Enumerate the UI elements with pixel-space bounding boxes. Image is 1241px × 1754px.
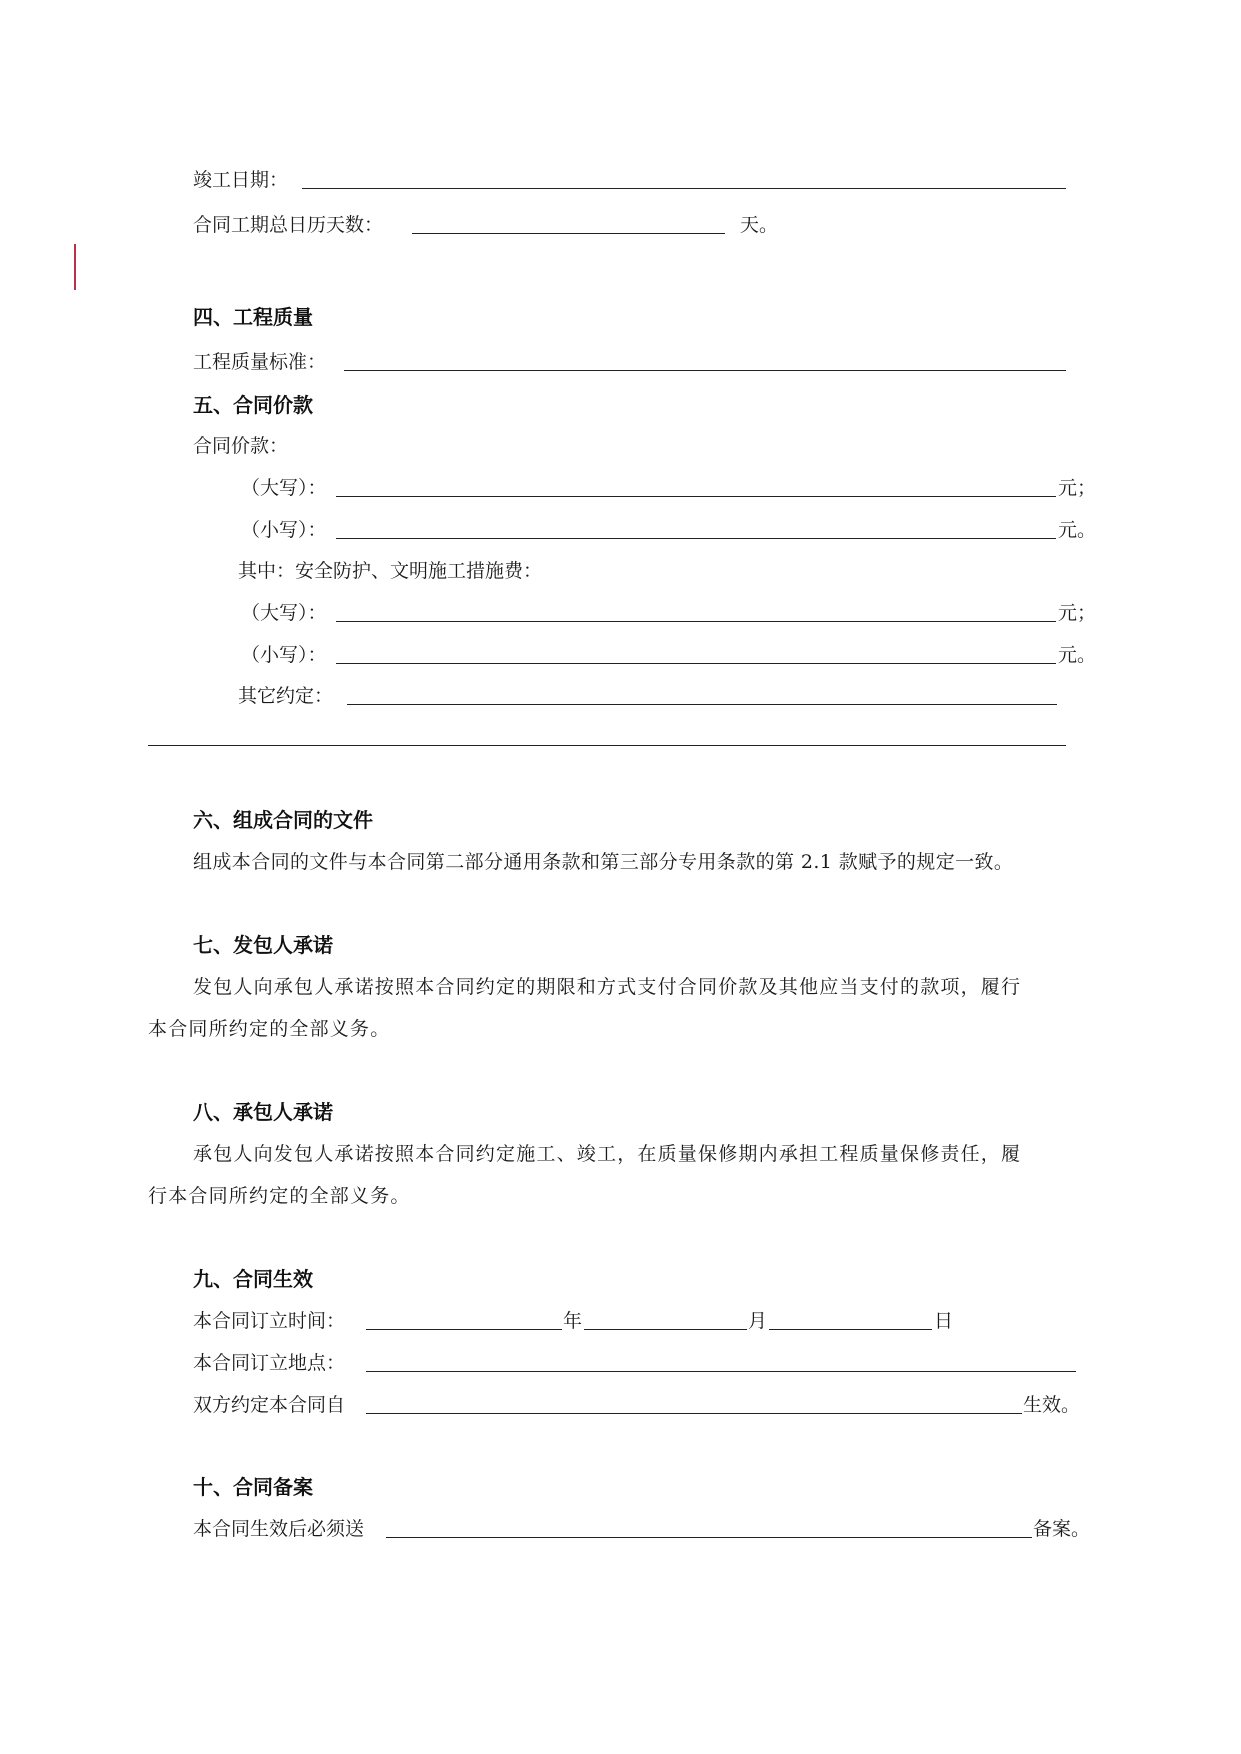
other-terms-label: 其它约定： [238, 685, 334, 707]
safety-upper-label: （大写）： [241, 602, 327, 624]
section-heading-price: 五、合同价款 [193, 393, 313, 417]
duration-label: 合同工期总日历天数： [193, 214, 384, 236]
section-heading-effect: 九、合同生效 [193, 1267, 313, 1291]
employer-text-line2: 本合同所约定的全部义务。 [148, 1018, 391, 1040]
sign-month-field[interactable] [584, 1329, 747, 1330]
sign-place-label: 本合同订立地点： [193, 1352, 346, 1374]
filing-label: 本合同生效后必须送 [193, 1518, 365, 1540]
employer-text-line1: 发包人向承包人承诺按照本合同约定的期限和方式支付合同价款及其他应当支付的款项，履行 [193, 976, 1022, 998]
safety-lower-field[interactable] [336, 663, 1056, 664]
price-upper-label: （大写）： [241, 477, 327, 499]
quality-standard-label: 工程质量标准： [193, 351, 327, 373]
completion-date-label: 竣工日期： [193, 169, 289, 191]
contractor-text-line1: 承包人向发包人承诺按照本合同约定施工、竣工，在质量保修期内承担工程质量保修责任，履 [193, 1143, 1022, 1165]
completion-date-field[interactable] [302, 188, 1066, 189]
filing-authority-field[interactable] [386, 1537, 1032, 1538]
safety-lower-unit: 元。 [1058, 644, 1097, 666]
price-lower-unit: 元。 [1058, 519, 1097, 541]
sign-place-field[interactable] [366, 1371, 1076, 1372]
day-label: 日 [934, 1310, 954, 1332]
price-lower-label: （小写）： [241, 519, 327, 541]
safety-lower-label: （小写）： [241, 644, 327, 666]
effective-label: 双方约定本合同自 [193, 1394, 346, 1416]
sign-day-field[interactable] [769, 1329, 932, 1330]
contractor-text-line2: 行本合同所约定的全部义务。 [148, 1185, 411, 1207]
effective-condition-field[interactable] [366, 1413, 1022, 1414]
documents-text: 组成本合同的文件与本合同第二部分通用条款和第三部分专用条款的第 2.1 款赋予的规定一致。 [193, 851, 1014, 873]
other-terms-field-continued[interactable] [148, 745, 1066, 746]
month-label: 月 [748, 1310, 768, 1332]
sign-time-label: 本合同订立时间： [193, 1310, 346, 1332]
sign-year-field[interactable] [366, 1329, 562, 1330]
price-upper-unit: 元； [1058, 477, 1097, 499]
section-heading-employer: 七、发包人承诺 [193, 933, 333, 957]
price-upper-field[interactable] [336, 496, 1056, 497]
duration-unit: 天。 [740, 214, 779, 236]
year-label: 年 [563, 1310, 583, 1332]
duration-field[interactable] [412, 233, 725, 234]
section-heading-documents: 六、组成合同的文件 [193, 808, 373, 832]
quality-standard-field[interactable] [344, 370, 1066, 371]
safety-upper-field[interactable] [336, 621, 1056, 622]
filing-unit: 备案。 [1033, 1518, 1091, 1540]
safety-upper-unit: 元； [1058, 602, 1097, 624]
section-heading-filing: 十、合同备案 [193, 1475, 313, 1499]
section-heading-contractor: 八、承包人承诺 [193, 1100, 333, 1124]
effective-unit: 生效。 [1023, 1394, 1081, 1416]
safety-fee-label: 其中：安全防护、文明施工措施费： [238, 560, 543, 582]
price-label: 合同价款： [193, 435, 289, 457]
margin-revision-mark [74, 244, 76, 290]
section-heading-quality: 四、工程质量 [193, 305, 313, 329]
other-terms-field[interactable] [347, 704, 1057, 705]
price-lower-field[interactable] [336, 538, 1056, 539]
